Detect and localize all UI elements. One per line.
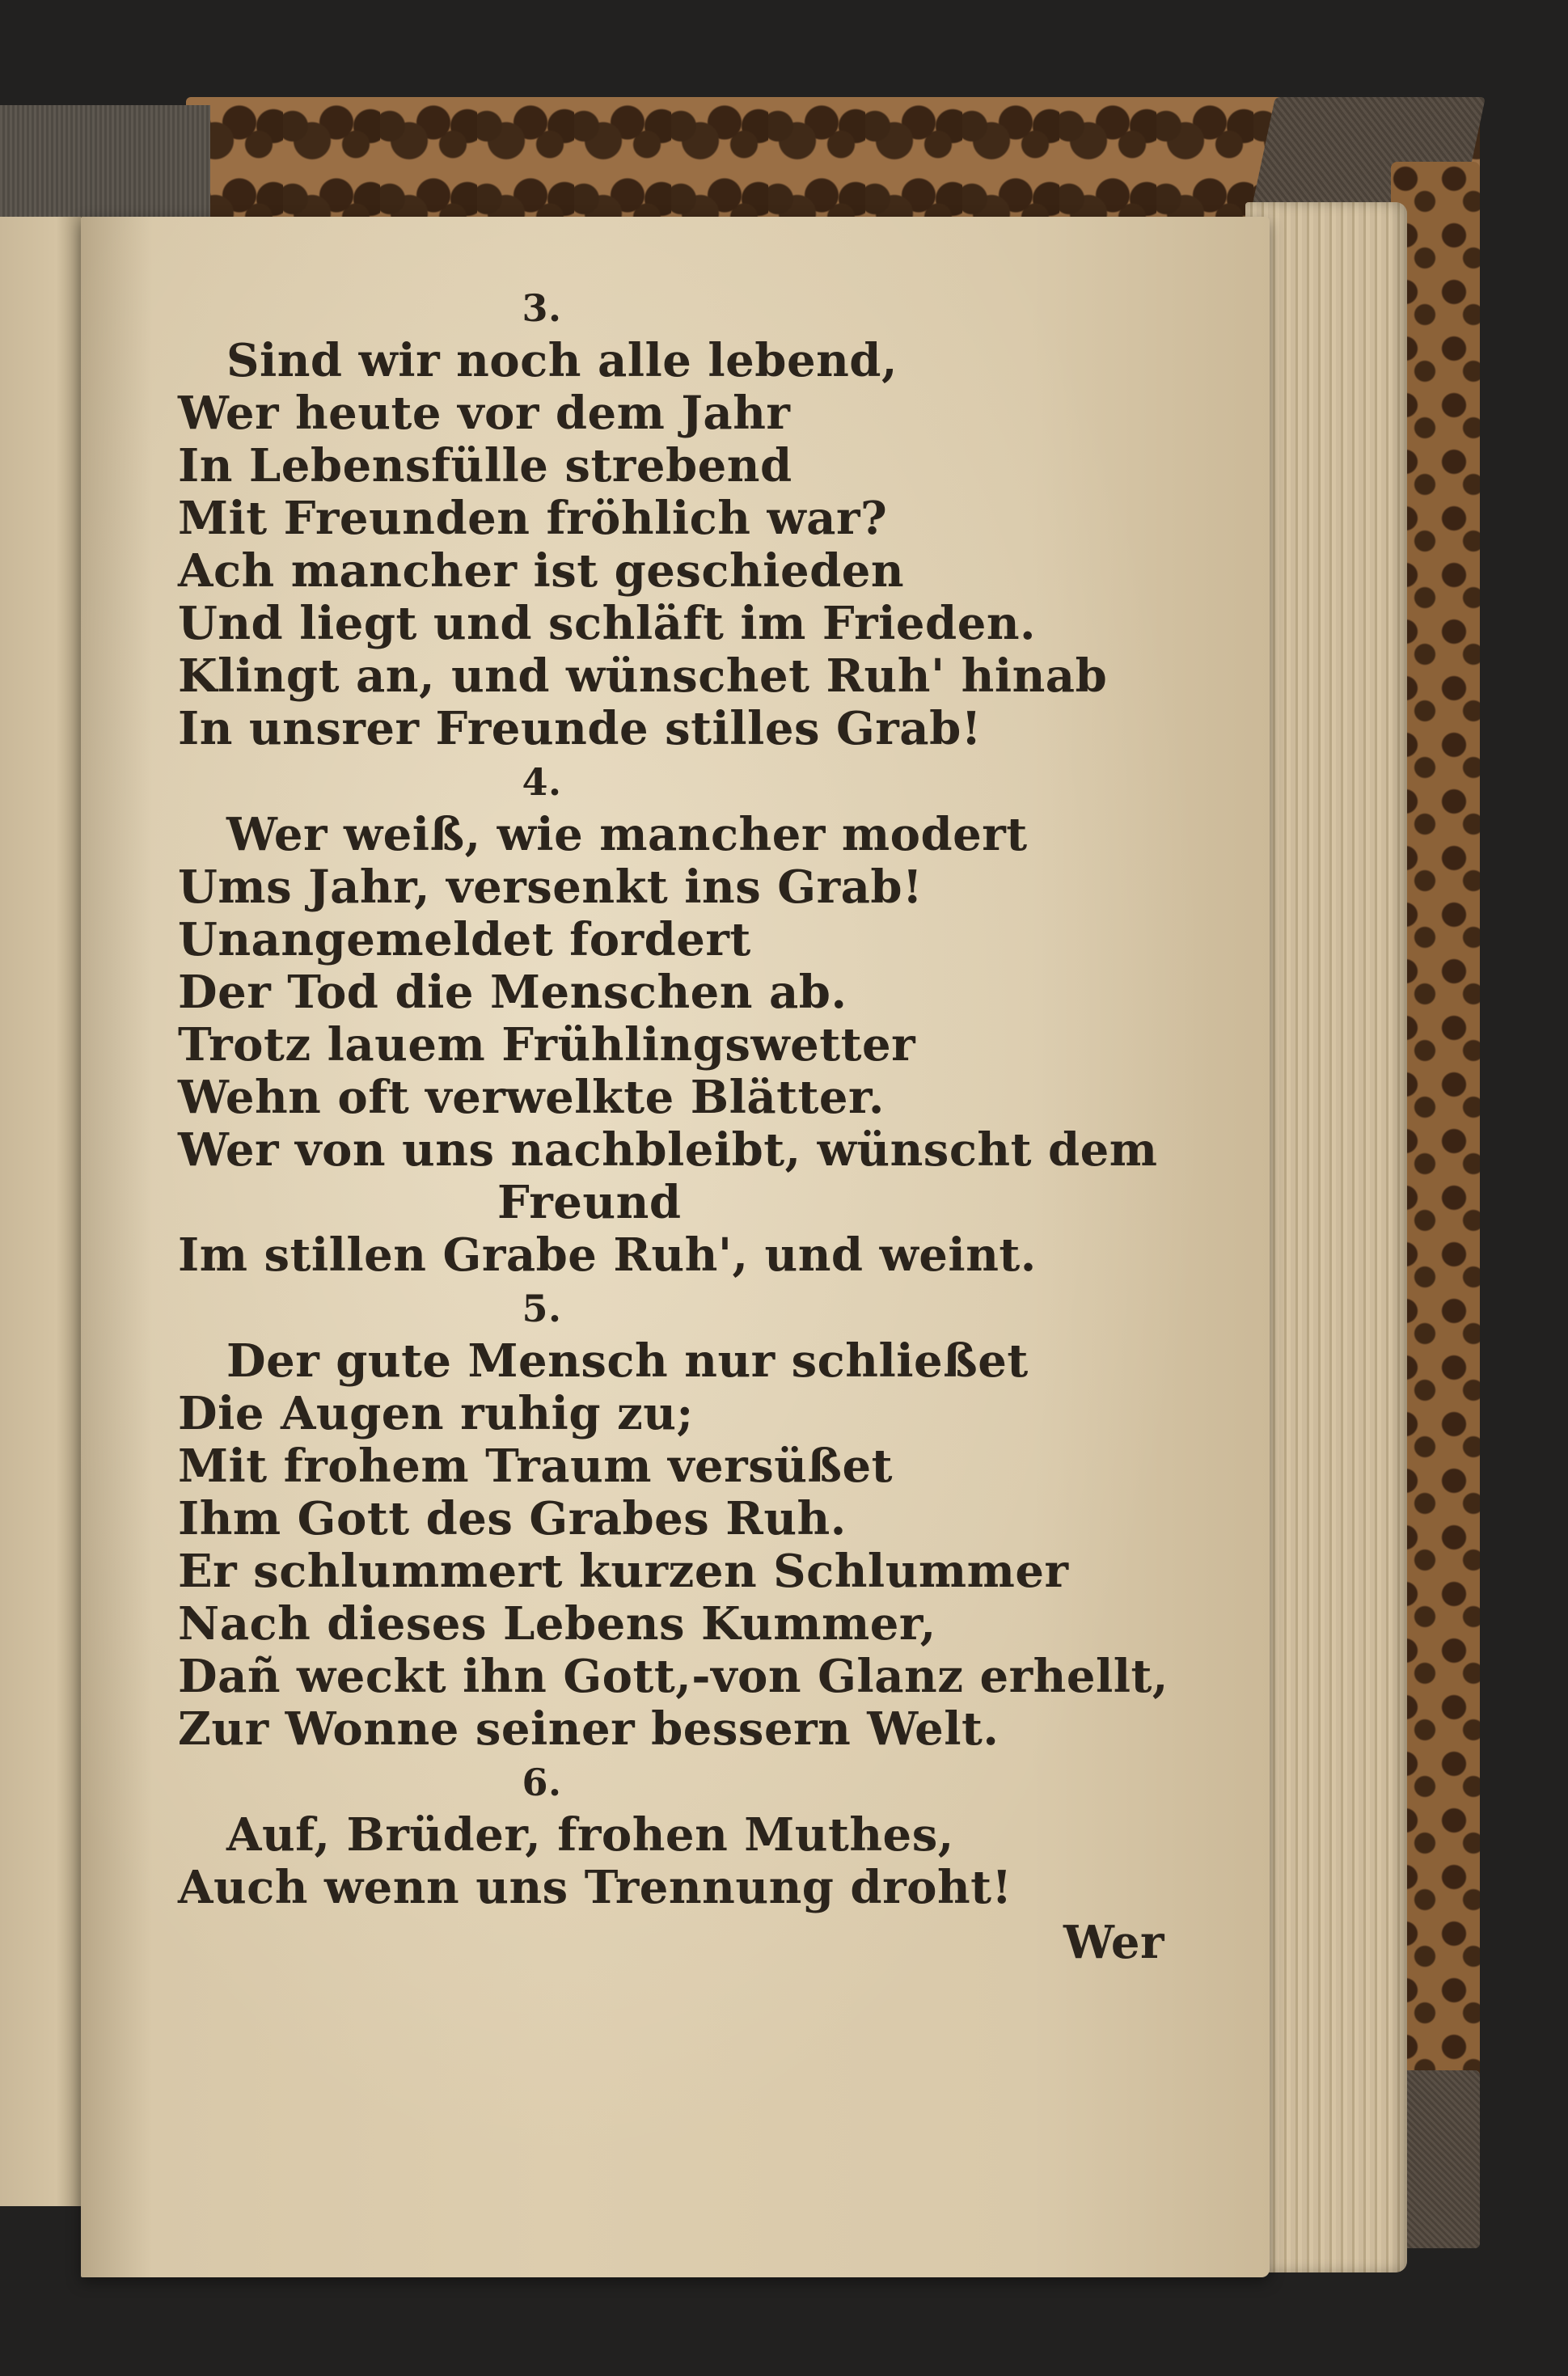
- poem-line: Wehn oft verwelkte Blätter.: [178, 1071, 885, 1124]
- poem-line: Mit frohem Traum versüßet: [178, 1440, 893, 1493]
- poem-line: Ihm Gott des Grabes Ruh.: [178, 1492, 847, 1545]
- poem-line: Mit Freunden fröhlich war?: [178, 492, 888, 545]
- poem-line: Der Tod die Menschen ab.: [178, 966, 847, 1019]
- poem-line: Sind wir noch alle lebend,: [226, 334, 898, 387]
- poem-line: Die Augen ruhig zu;: [178, 1387, 694, 1440]
- poem-text: [178, 281, 1229, 1971]
- poem-line: Wer heute vor dem Jahr: [178, 387, 791, 440]
- book-page: [81, 217, 1270, 2277]
- poem-line: Freund: [497, 1176, 682, 1229]
- cloth-spine-left: [0, 105, 210, 218]
- poem-line: Wer weiß, wie mancher modert: [226, 808, 1028, 861]
- page-edges: [1245, 202, 1407, 2272]
- poem-line: Nach dieses Lebens Kummer,: [178, 1597, 936, 1651]
- poem-line: Klingt an, und wünschet Ruh' hinab: [178, 649, 1108, 703]
- poem-line: Ach mancher ist geschieden: [178, 544, 905, 598]
- poem-line: Trotz lauem Frühlingswetter: [178, 1018, 916, 1072]
- stanza-number: 3.: [522, 286, 562, 330]
- poem-line: Dañ weckt ihn Gott,-von Glanz erhellt,: [178, 1650, 1169, 1703]
- poem-line: Er schlummert kurzen Schlummer: [178, 1545, 1069, 1598]
- poem-line: Und liegt und schläft im Frieden.: [178, 597, 1037, 650]
- poem-line: Unangemeldet fordert: [178, 913, 751, 966]
- poem-line: Ums Jahr, versenkt ins Grab!: [178, 860, 923, 914]
- poem-line: Zur Wonne seiner bessern Welt.: [178, 1702, 1000, 1756]
- stanza-number: 4.: [522, 760, 562, 804]
- poem-line: Wer von uns nachbleibt, wünscht dem: [178, 1123, 1158, 1177]
- stanza-number: 6.: [522, 1761, 562, 1804]
- poem-line: Auch wenn uns Trennung droht!: [178, 1861, 1012, 1914]
- poem-line: Auf, Brüder, frohen Muthes,: [226, 1808, 954, 1862]
- poem-line: Der gute Mensch nur schließet: [226, 1334, 1029, 1388]
- poem-line: In Lebensfülle strebend: [178, 439, 792, 493]
- catchword: Wer: [1063, 1916, 1164, 1969]
- previous-page-edge: [0, 217, 81, 2206]
- poem-line: Im stillen Grabe Ruh', und weint.: [178, 1228, 1037, 1282]
- stanza-number: 5.: [522, 1287, 562, 1330]
- poem-line: In unsrer Freunde stilles Grab!: [178, 702, 982, 755]
